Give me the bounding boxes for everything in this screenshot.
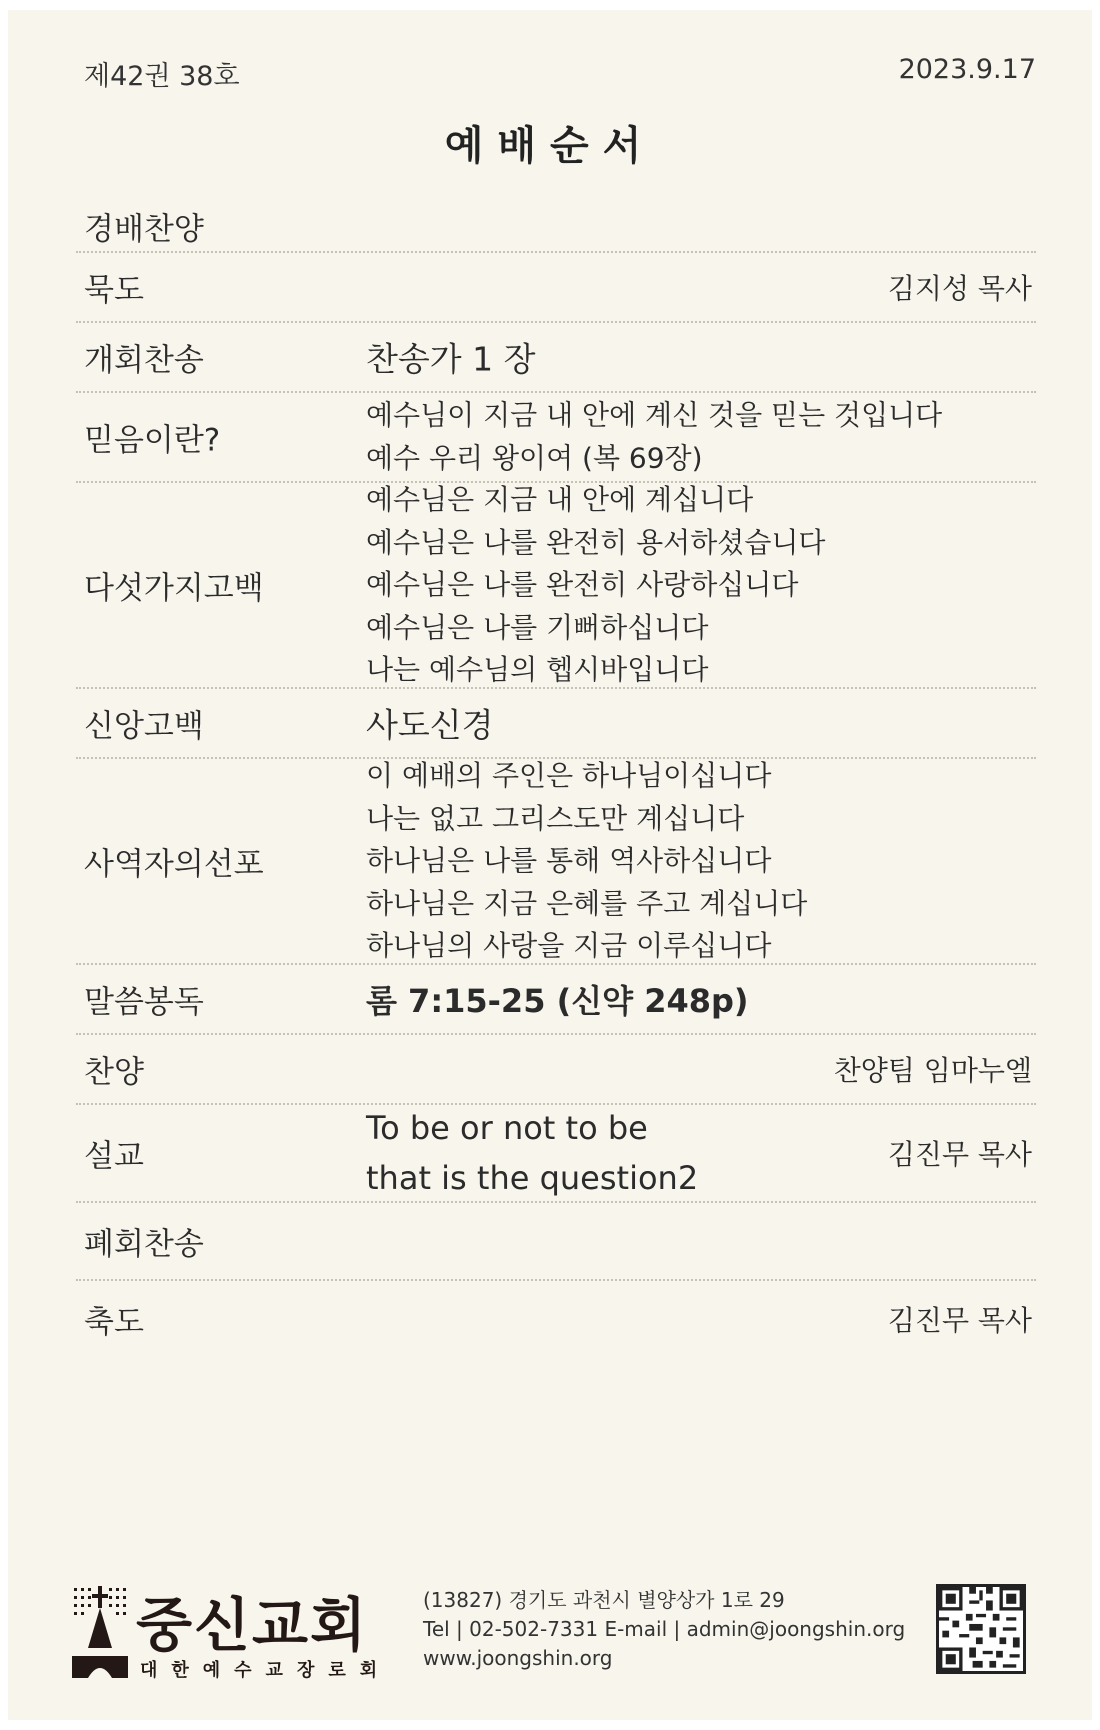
order-label: 사역자의선포 — [84, 846, 264, 883]
order-label: 다섯가지고백 — [84, 570, 264, 607]
order-content — [366, 334, 536, 381]
content-line: 이 예배의 주인은 하나님이십니다 — [366, 758, 772, 792]
content-line: 예수 우리 왕이여 (복 69장) — [366, 441, 703, 474]
content-line: 예수님은 나를 완전히 용서하셨습니다 — [366, 525, 826, 559]
sermon-title-line: that is the question2 — [366, 1159, 699, 1197]
worship-order-list — [76, 201, 1036, 1357]
order-content — [366, 479, 825, 692]
order-label: 축도 — [84, 1304, 144, 1341]
officiant-name: 김지성 목사 — [887, 272, 1032, 305]
content-line: 예수님은 나를 기뻐하십니다 — [366, 610, 709, 644]
phone-email: Tel | 02-502-7331 E-mail | admin@joongshin.org — [423, 1617, 906, 1641]
order-row-praise-worship — [76, 201, 1036, 253]
order-label: 개회찬송 — [84, 342, 204, 379]
order-row-five-confessions — [76, 483, 1036, 689]
order-content — [366, 755, 807, 968]
content-line: 예수님이 지금 내 안에 계신 것을 믿는 것입니다 — [366, 398, 943, 432]
sermon-title-line: To be or not to be — [366, 1109, 648, 1147]
order-row-ministers-declaration — [76, 759, 1036, 965]
order-label: 믿음이란? — [84, 422, 221, 459]
order-label: 말씀봉독 — [84, 984, 204, 1021]
order-row-praise — [76, 1035, 1036, 1105]
order-row-what-is-faith — [76, 393, 1036, 483]
content-line: 예수님은 나를 완전히 사랑하십니다 — [366, 567, 799, 601]
content-line: 하나님의 사랑을 지금 이루십니다 — [366, 928, 772, 962]
footer — [8, 1570, 1092, 1690]
bulletin-date: 2023.9.17 — [898, 54, 1036, 85]
order-label: 묵도 — [84, 272, 144, 309]
content-line: 하나님은 나를 통해 역사하십니다 — [366, 843, 772, 877]
content-line: 예수님은 지금 내 안에 계십니다 — [366, 482, 754, 516]
content-line: 나는 예수님의 헵시바입니다 — [366, 652, 709, 686]
officiant-name: 김진무 목사 — [887, 1304, 1032, 1337]
address: (13827) 경기도 과천시 별양상가 1로 29 — [423, 1588, 785, 1612]
order-label: 경배찬양 — [84, 211, 204, 248]
volume-number: 제42권 38호 — [84, 61, 240, 92]
order-row-sermon — [76, 1105, 1036, 1203]
order-label: 신앙고백 — [84, 708, 204, 745]
contact-info — [423, 1586, 905, 1673]
order-row-opening-hymn — [76, 323, 1036, 393]
page-title: 예배순서 — [444, 123, 656, 169]
content-line: 사도신경 — [366, 705, 494, 745]
order-content — [366, 1103, 698, 1203]
order-row-scripture-reading — [76, 965, 1036, 1035]
order-label: 설교 — [84, 1138, 144, 1175]
order-row-benediction — [76, 1281, 1036, 1357]
order-content — [366, 700, 494, 747]
officiant-name: 찬양팀 임마누엘 — [833, 1054, 1032, 1087]
denomination: 대한예수교장로회 — [140, 1660, 392, 1681]
order-label: 폐회찬송 — [84, 1226, 204, 1263]
content-line: 나는 없고 그리스도만 계십니다 — [366, 801, 745, 835]
order-row-silent-prayer — [76, 253, 1036, 323]
bulletin-page — [8, 10, 1092, 1720]
officiant-name: 김진무 목사 — [887, 1138, 1032, 1171]
order-content — [366, 976, 749, 1022]
qr-code-icon[interactable] — [936, 1584, 1026, 1674]
order-label: 찬양 — [84, 1054, 144, 1091]
content-line: 롬 7:15-25 (신약 248p) — [366, 982, 749, 1020]
order-content — [366, 395, 942, 480]
order-row-creed — [76, 689, 1036, 759]
content-line: 하나님은 지금 은혜를 주고 계십니다 — [366, 886, 808, 920]
order-row-closing-hymn — [76, 1203, 1036, 1281]
church-tower-logo-icon — [72, 1586, 128, 1678]
content-line: 찬송가 1 장 — [366, 339, 536, 379]
website-link[interactable]: www.joongshin.org — [423, 1646, 613, 1670]
church-name: 중신교회 — [136, 1591, 369, 1659]
